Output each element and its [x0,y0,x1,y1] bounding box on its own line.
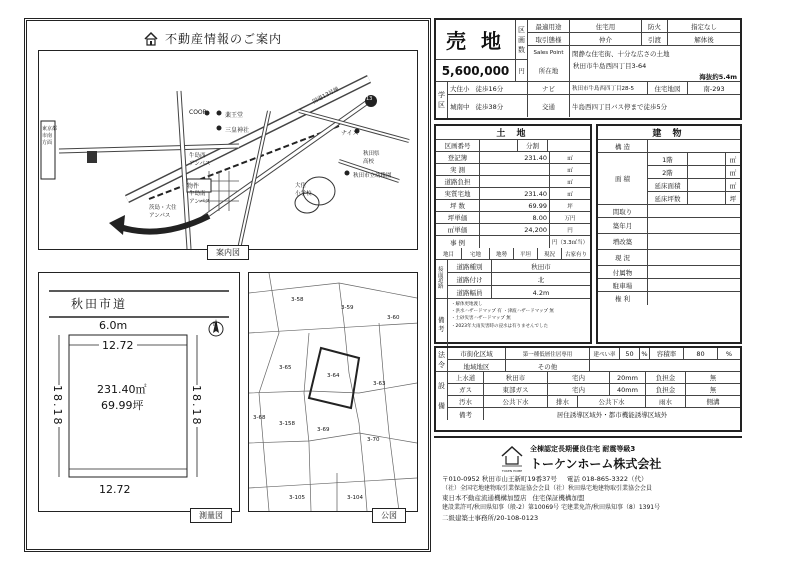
transaction-value: 仲介 [570,33,642,45]
survey-top-dim: 12.72 [99,339,137,352]
map-label-arrow: 茨島・大住 アンパス [149,205,177,219]
navi-label: ナビ [528,82,570,94]
company-address: 〒010-0952 秋田市山王新町19番37号 [442,475,557,483]
residence-map-value: 南-293 [703,84,725,93]
map-label-property: 物件 [187,183,200,190]
note-line: ・2023年大雨災害時の浸水は有りませんでした [451,323,548,329]
building-area-block: 面 積 1階 ㎡ 2階 ㎡ 延床面積 ㎡ 延床坪数 坪 [598,153,740,205]
facility-side: 設 備 [436,372,448,420]
location-value: 秋田市牛島西四丁目3-64 [573,62,647,70]
building-more-row: 増改築 [598,234,740,250]
survey-right-dim: 18.18 [190,385,203,427]
survey-caption: 測量図 [190,508,232,523]
transaction-label: 取引態様 [528,33,570,45]
lot-3-58: 3-58 [291,297,304,303]
survey-road-width: 6.0m [99,319,128,332]
map-caption: 案内図 [207,245,249,260]
transport-value: 牛島西四丁目バス停まで徒歩5分 [572,102,668,111]
route-marker: 13 [366,96,373,102]
land-notes: 備考 ・解体更地渡し ・洪水ハザードマップ 有 ・津波ハザードマップ 無 ・土砂災害ハザードマップ 無 ・2023年大雨災害時の浸水は有りませんでした [436,299,590,349]
company-block [434,436,742,556]
summary-row-3 [528,46,740,60]
road-row-0: 道路種別 秋田市 [448,260,590,273]
fire-value: 指定なし [691,22,717,31]
map-label-shrine2: 三皇神社 [225,127,250,134]
road-rows [448,260,590,298]
building-title: 建 物 [598,126,740,140]
school-side: 学 区 [436,82,448,118]
survey-area-m2: 231.40㎡ [97,383,147,396]
map-label-route: 国道13号線 [311,86,341,106]
land-row-6: 坪単価 8.00 万円 [436,212,590,224]
area-row-2: 2階 ㎡ [648,166,740,179]
delivery-value: 解体後 [694,35,714,44]
residence-map-label: 住宅地図 [648,82,688,94]
transport-row [448,95,740,117]
price: 5,600,000 [436,60,516,82]
law-table [434,346,742,432]
gas-row: ガス 東部ガス 宅内 40mm 負担金 無 [448,384,740,396]
note-line: ・土砂災害ハザードマップ 無 [451,316,511,322]
lot-3-104: 3-104 [347,495,363,501]
area-row-1: 1階 ㎡ [648,153,740,166]
building-more-row: 築年月 [598,218,740,234]
map-label-bus2: 牛島南 アンパス [189,191,211,205]
land-title: 土 地 [436,126,590,140]
summary-side-label: 区 画 数 [516,20,528,60]
delivery-label: 引渡 [642,33,668,45]
lot-3-63: 3-63 [373,381,386,387]
cadastral-caption: 公図 [372,508,406,523]
building-more [598,205,740,305]
map-canvas [39,51,417,249]
company-reins: 東日本不動産流通機構加盟店 [442,494,527,503]
summary-block [434,18,742,120]
lot-3-68: 3-68 [253,415,266,421]
guide-map [38,50,418,250]
page-title: 不動産情報のご案内 [165,32,283,46]
company-logo [500,444,524,473]
land-row-1: 登記簿 231.40 ㎡ [436,152,590,164]
land-row-2: 実 測 ㎡ [436,164,590,176]
road-row-2: 道路幅員 4.2m [448,286,590,299]
lot-3-69: 3-69 [317,427,330,433]
building-table [596,124,742,344]
lot-3-105: 3-105 [289,495,305,501]
company-logo-icon [500,444,524,470]
map-label-coop: COOP [189,109,207,116]
map-label-kindergarten: 秋田市立幼稚園 [353,173,392,179]
map-label-shrine1: 薬王堂 [225,112,244,119]
area-row-3: 延床面積 ㎡ [648,179,740,192]
law-row-2: 地域地区 その他 [448,360,740,372]
sales-point-label: Sales Point [528,46,570,60]
land-row-0: 区画番号 分割 [436,140,590,152]
lot-3-60: 3-60 [387,315,400,321]
header-title-block [143,30,282,47]
survey-drawing [38,272,240,512]
map-label-elementary: 大住 小学校 [295,183,312,197]
price-unit: 円 [516,60,528,82]
map-label-akita-hs: 秋田県 高校 [363,151,380,165]
building-more-row: 権 利 [598,292,740,305]
land-row-5: 坪 数 69.99 坪 [436,200,590,212]
company-tagline: 全棟認定長期優良住宅 耐震等級3 [530,445,636,453]
logo-subtext: TOKEN HOME [501,469,523,473]
cadastral-canvas [249,273,417,511]
summary-row-1 [528,20,740,33]
survey-left-dim: 18.18 [51,385,64,427]
map-label-bus1: 牛島西 アンパス [189,153,211,167]
company-arch: 二級建築士事務所/20-108-0123 [442,513,539,522]
area-rows [648,153,740,204]
survey-north: N [213,321,218,328]
lot-3-65: 3-65 [279,365,292,371]
lot-3-70: 3-70 [367,437,380,443]
survey-road-name: 秋田市道 [71,297,128,311]
law-row-1: 市街化区域 第一種低層住居専用 建ぺい率 50 % 容積率 80 % [448,348,740,360]
location-label: 所在地 [528,60,570,81]
building-more-row: 駐車場 [598,279,740,292]
law-side: 法 令 [436,348,448,372]
company-details [442,474,738,523]
sale-type: 売 地 [436,20,516,60]
school-jh: 城南中 徒歩38分 [448,95,528,117]
building-more-row: 現 況 [598,250,740,266]
lot-3-64: 3-64 [327,373,340,379]
notes-list [448,299,590,349]
fire-label: 防火 [642,20,668,32]
facility-rows [448,372,740,420]
land-row-7: ㎡単価 24,200 円 [436,224,590,236]
usage-value: 住宅用 [570,20,642,32]
note-line: ・洪水ハザードマップ 有 ・津波ハザードマップ 無 [451,309,554,315]
company-assoc: （社）全国宅地建物取引業保証協会会員（社）秋田県宅地建物取引業協会会員 [442,485,653,493]
area-row-4: 延床坪数 坪 [648,192,740,205]
lot-3-59: 3-59 [341,305,354,311]
usage-label: 最適用途 [528,20,570,32]
building-more-row: 間取り [598,205,740,218]
company-license: 建設業許可/秋田県知事（般-2）第10069号 宅建業免許/秋田県知事（8）1391号 [442,504,661,512]
company-tel: 電話 018-865-3322（代） [566,475,648,483]
map-label-side: 東京都 市南 方面 [42,126,58,146]
navi-value: 秋田市牛島西四丁目28-5 [570,82,648,94]
school-elem: 大住小 徒歩16分 [450,85,504,93]
summary-rows [528,20,740,60]
land-table [434,124,592,344]
lot-3-158: 3-158 [279,421,295,427]
summary-row-2 [528,33,740,46]
altitude-value: 海抜約5.4m [699,73,737,81]
law-rows [448,348,740,372]
cadastral-map [248,272,418,512]
land-row-8: 事 例 円（3.3㎡当） [436,236,590,248]
road-row-1: 道路付け 北 [448,273,590,286]
note-line: ・解体更地渡し [451,302,483,307]
land-road-block: 接面道路 道路種別 秋田市 道路付け 北 道路幅員 4.2m [436,260,590,299]
land-category-row: 地目 宅地 地勢 平坦 現況 古家有り [436,248,590,260]
water-row: 上水道 秋田市 宅内 20mm 負担金 無 [448,372,740,384]
survey-bottom-dim: 12.72 [99,483,131,496]
survey-area-tsubo: 69.99坪 [101,399,144,412]
company-name: トーケンホーム株式会社 [530,457,662,471]
building-structure-row: 構 造 [598,140,740,153]
location-row [528,60,740,82]
company-warranty: 住宅保証機構加盟 [532,494,585,503]
land-rows [436,152,590,248]
law-remarks-row: 備考 居住誘導区域外・都市機能誘導区域外 [448,408,740,420]
map-label-naisu: ナイス [341,130,359,137]
building-more-row: 付属物 [598,266,740,279]
land-row-3: 道路負担 ㎡ [436,176,590,188]
house-icon [143,31,159,47]
sewage-row: 汚水 公共下水 排水 公共下水 雨水 側溝 [448,396,740,408]
land-row-4: 実質宅地 231.40 ㎡ [436,188,590,200]
transport-label: 交通 [528,95,570,117]
sales-point-value: 閑静な住宅街、十分な広さの土地 [572,49,670,58]
